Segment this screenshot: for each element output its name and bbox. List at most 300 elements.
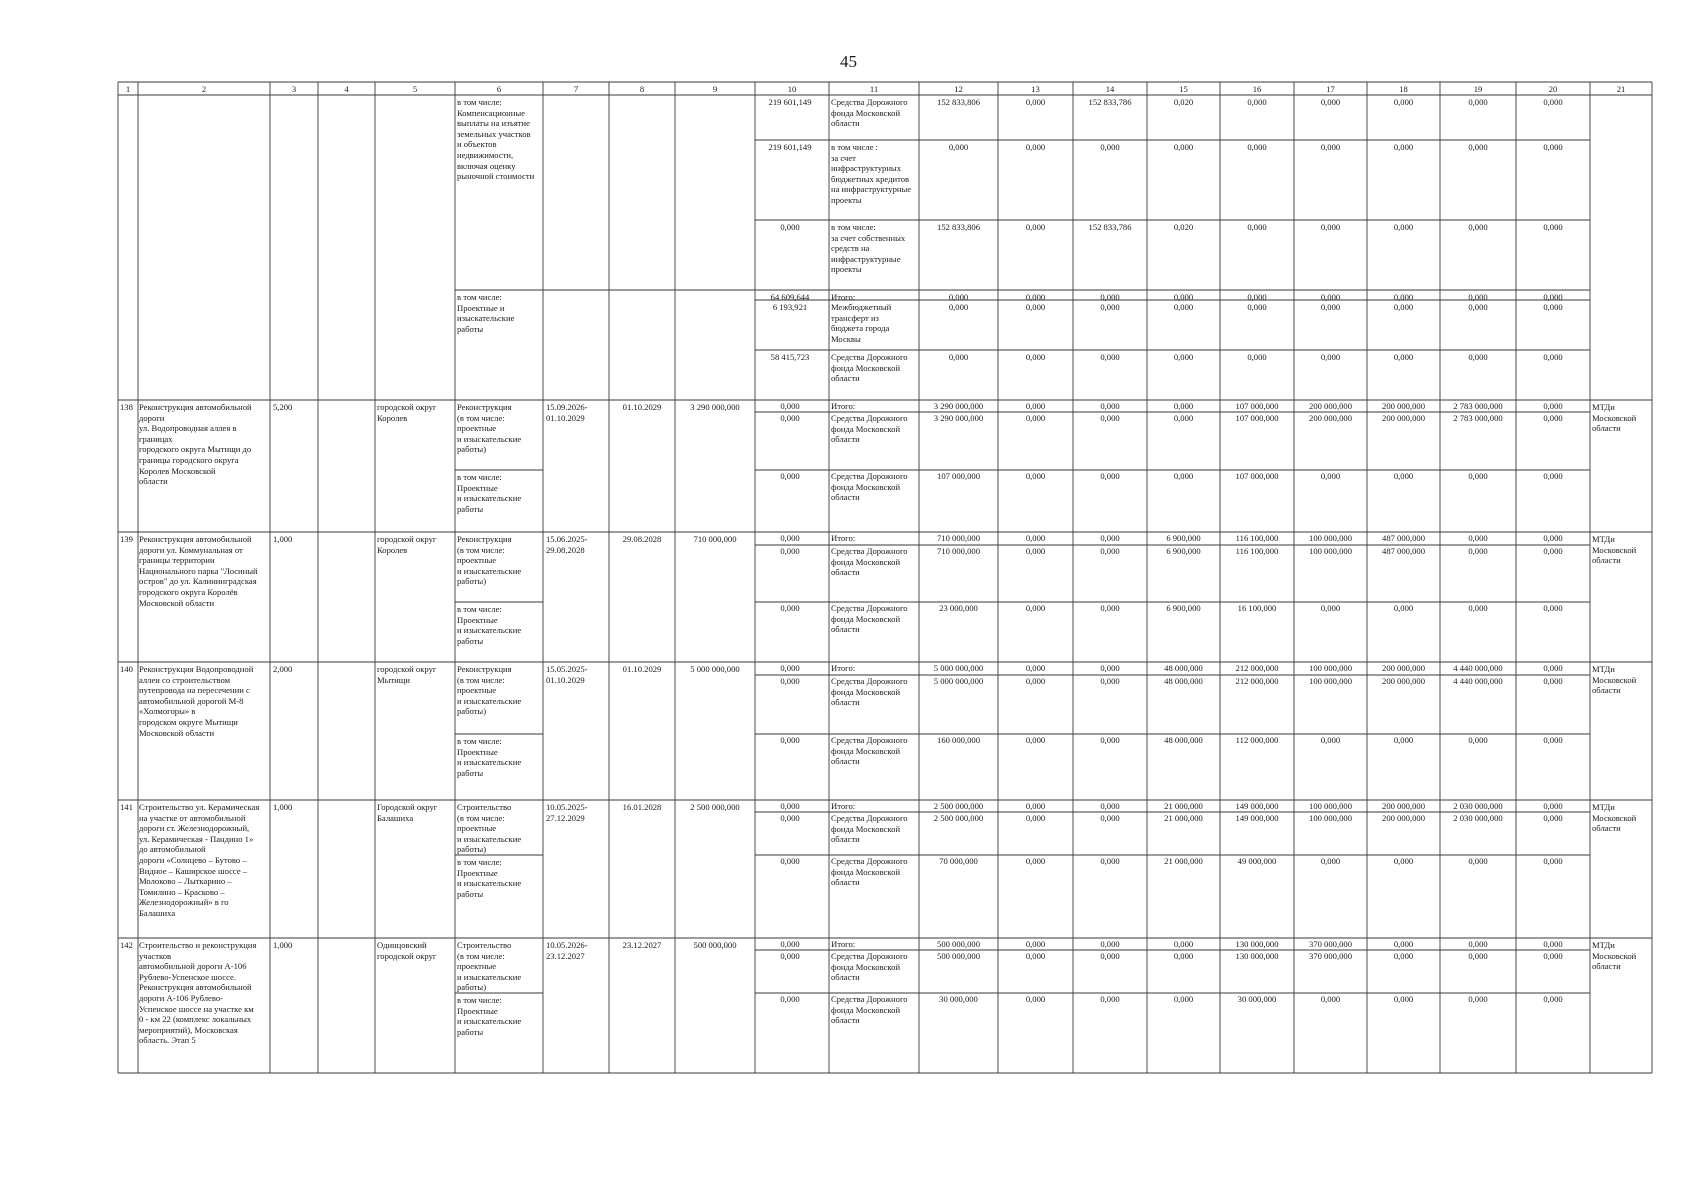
header-cell: 3 <box>291 84 297 94</box>
cell-col10: 0,000 <box>780 663 800 673</box>
header-cell: 2 <box>201 84 207 94</box>
cell-value: 107 000,000 <box>1235 401 1279 411</box>
cell-col10: 0,000 <box>780 801 800 811</box>
cell-value: 2 500 000,000 <box>933 801 984 811</box>
cell-col10: 0,000 <box>780 951 800 961</box>
cell-value: 0,000 <box>1393 471 1414 481</box>
cell-value: 0,000 <box>1393 735 1414 745</box>
cell-value: 0,000 <box>1025 994 1046 1004</box>
cell-funding-source: Средства Дорожного фонда Московской области <box>831 603 908 635</box>
cell-value: 0,000 <box>1468 352 1488 362</box>
cell-value: 0,000 <box>1543 951 1563 961</box>
cell-value: 0,000 <box>1468 302 1488 312</box>
cell-funding-source: в том числе : за счет инфраструктурных бюджетных кредитов на инфраструктурные проекты <box>831 142 912 205</box>
cell-value: 200 000,000 <box>1382 676 1425 686</box>
cell-value: 0,000 <box>1173 142 1194 152</box>
cell-funding-source: Межбюджетный трансферт из бюджета города Москвы <box>831 302 892 344</box>
object-number: 142 <box>120 940 133 950</box>
cell-value: 500 000,000 <box>937 951 980 961</box>
object-name: Реконструкция Водопроводной аллеи со строительством путепровода на пересечении с автомобильной дорогой М-8 «Холмогоры» в городском округе Мытищи Московской области <box>139 664 254 738</box>
cell-value: 0,000 <box>1543 97 1563 107</box>
cell-value: 0,000 <box>1543 533 1563 543</box>
cell-value: 0,000 <box>1393 302 1414 312</box>
cell-value: 200 000,000 <box>1309 401 1352 411</box>
header-cell: 11 <box>869 84 879 94</box>
object-design-works: в том числе: Проектные и изыскательские работы <box>457 857 522 899</box>
cell-value: 0,000 <box>1320 735 1341 745</box>
object-cost: 710 000,000 <box>693 534 737 544</box>
cell-funding-source: Средства Дорожного фонда Московской области <box>831 471 908 503</box>
object-completion-date: 01.10.2029 <box>622 664 662 674</box>
cell-value: 0,000 <box>948 292 969 302</box>
cell-value: 0,000 <box>1543 663 1563 673</box>
cell-value: 212 000,000 <box>1235 663 1279 673</box>
object-period: 10.05.2026- 23.12.2027 <box>546 940 588 961</box>
cell-value: 152 833,806 <box>937 222 980 232</box>
object-responsible: МТДи Московской области <box>1592 534 1637 566</box>
cell-col10: 64 609,644 <box>770 292 810 302</box>
cell-value: 487 000,000 <box>1382 533 1425 543</box>
cell-value: 6 900,000 <box>1166 533 1201 543</box>
cell-value: 370 000,000 <box>1309 951 1352 961</box>
page-number: 45 <box>840 52 857 71</box>
cell-value: 6 900,000 <box>1166 603 1201 613</box>
cell-col10: 0,000 <box>780 856 800 866</box>
header-cell: 7 <box>573 84 579 94</box>
cell-value: 0,000 <box>1100 292 1120 302</box>
cell-col10: 0,000 <box>780 222 800 232</box>
cell-value: 0,000 <box>1100 533 1120 543</box>
cell-funding-source: Средства Дорожного фонда Московской области <box>831 951 908 983</box>
cell-value: 0,000 <box>1468 856 1488 866</box>
object-work-type: Реконструкция (в том числе: проектные и изыскательские работы) <box>457 534 522 587</box>
cell-value: 200 000,000 <box>1382 801 1425 811</box>
cell-col10: 0,000 <box>780 813 800 823</box>
cell-value: 112 000,000 <box>1235 735 1279 745</box>
cell-value: 0,000 <box>1543 813 1563 823</box>
cell-value: 0,000 <box>1025 801 1046 811</box>
object-length: 1,000 <box>273 802 293 812</box>
header-cell: 21 <box>1616 84 1626 94</box>
object-period: 15.06.2025- 29.08.2028 <box>546 534 588 555</box>
cell-value: 152 833,786 <box>1088 222 1132 232</box>
cell-value: 0,000 <box>1468 471 1488 481</box>
cell-value: 0,000 <box>1543 994 1563 1004</box>
cell-value: 0,000 <box>1393 994 1414 1004</box>
cell-value: 100 000,000 <box>1309 801 1352 811</box>
cell-value: 48 000,000 <box>1164 676 1203 686</box>
cell-value: 0,000 <box>1320 994 1341 1004</box>
cell-value: 487 000,000 <box>1382 546 1425 556</box>
object-number: 139 <box>120 534 133 544</box>
cell-value: 0,000 <box>1173 994 1194 1004</box>
cell-value: 0,000 <box>1247 292 1267 302</box>
cell-value: 200 000,000 <box>1382 401 1425 411</box>
cell-value: 130 000,000 <box>1235 939 1279 949</box>
cell-value: 710 000,000 <box>937 533 980 543</box>
object-municipality: городской округ Королев <box>377 534 437 555</box>
cell-value: 0,000 <box>1173 939 1194 949</box>
cell-value: 0,000 <box>1173 302 1194 312</box>
cell-funding-source: Итого: <box>831 401 856 411</box>
cell-value: 0,000 <box>1100 994 1120 1004</box>
cell-value: 4 440 000,000 <box>1453 676 1503 686</box>
object-completion-date: 16.01.2028 <box>622 802 662 812</box>
cell-value: 149 000,000 <box>1235 813 1279 823</box>
cell-value: 0,000 <box>1100 352 1120 362</box>
cell-value: 212 000,000 <box>1235 676 1279 686</box>
cell-value: 0,000 <box>1247 142 1267 152</box>
object-responsible: МТДи Московской области <box>1592 940 1637 972</box>
cell-value: 100 000,000 <box>1309 533 1352 543</box>
cell-value: 0,000 <box>1025 352 1046 362</box>
cell-value: 152 833,806 <box>937 97 980 107</box>
header-cell: 1 <box>125 84 131 94</box>
header-cell: 8 <box>639 84 645 94</box>
cell-value: 0,000 <box>948 302 969 312</box>
cell-value: 100 000,000 <box>1309 546 1352 556</box>
cell-value: 0,000 <box>1320 142 1341 152</box>
cell-value: 0,000 <box>1393 142 1414 152</box>
cell-col10: 0,000 <box>780 735 800 745</box>
cell-value: 0,000 <box>1100 676 1120 686</box>
object-number: 138 <box>120 402 133 412</box>
cell-value: 21 000,000 <box>1164 801 1203 811</box>
object-design-works: в том числе: Проектные и изыскательские работы <box>457 604 522 646</box>
cell-value: 0,000 <box>1173 471 1194 481</box>
cell-value: 0,000 <box>1100 401 1120 411</box>
cell-value: 0,000 <box>1468 735 1488 745</box>
cell-value: 0,000 <box>1247 222 1267 232</box>
cell-col10: 0,000 <box>780 994 800 1004</box>
cell-col10: 0,000 <box>780 939 800 949</box>
header-cell: 13 <box>1031 84 1040 94</box>
cell-value: 100 000,000 <box>1309 663 1352 673</box>
cell-value: 0,000 <box>1320 292 1341 302</box>
object-name: Реконструкция автомобильной дороги ул. Коммунальная от границы территории Национального парка "Лосиный остров" до ул. Калининградская городского округа Королёв Московской области <box>139 534 258 608</box>
cell-value: 0,000 <box>1320 603 1341 613</box>
cell-value: 23 000,000 <box>939 603 978 613</box>
cell-col10: 219 601,149 <box>768 97 812 107</box>
object-work-type: Реконструкция (в том числе: проектные и изыскательские работы) <box>457 402 522 455</box>
object-length: 1,000 <box>273 534 293 544</box>
cell-value: 0,000 <box>1393 222 1414 232</box>
cell-value: 0,000 <box>1100 302 1120 312</box>
cell-value: 0,000 <box>1543 352 1563 362</box>
cell-value: 6 900,000 <box>1166 546 1201 556</box>
cell-value: 107 000,000 <box>937 471 980 481</box>
cell-value: 0,000 <box>1100 471 1120 481</box>
object-work-type: Строительство (в том числе: проектные и изыскательские работы) <box>457 940 522 993</box>
cell-col10: 0,000 <box>780 401 800 411</box>
cell-value: 100 000,000 <box>1309 676 1352 686</box>
cell-col10: 0,000 <box>780 533 800 543</box>
object-name: Строительство и реконструкция участков автомобильной дороги А-106 Рублево-Успенское шоссе. Реконструкция автомобильной дороги А-106 Рублево- Успенское шоссе на участке км 0 - км 22 (комплекс локальных мероприятий), Московская область. Этап 5 <box>139 940 257 1046</box>
cell-value: 0,000 <box>1025 292 1046 302</box>
cell-value: 0,000 <box>1247 352 1267 362</box>
cell-col10: 0,000 <box>780 471 800 481</box>
cell-value: 0,000 <box>1543 676 1563 686</box>
header-cell: 15 <box>1179 84 1188 94</box>
cell-funding-source: Итого: <box>831 939 856 949</box>
cell-value: 5 000 000,000 <box>933 663 984 673</box>
cell-value: 0,000 <box>1025 413 1046 423</box>
cell-value: 0,000 <box>1468 939 1488 949</box>
cell-value: 0,000 <box>1468 292 1488 302</box>
cell-value: 4 440 000,000 <box>1453 663 1503 673</box>
cell-value: 107 000,000 <box>1235 413 1279 423</box>
header-cell: 12 <box>954 84 963 94</box>
cell-value: 0,000 <box>1543 939 1563 949</box>
cell-value: 0,000 <box>1025 401 1046 411</box>
cell-value: 0,000 <box>1468 546 1488 556</box>
cell-value: 0,000 <box>1393 352 1414 362</box>
cell-value: 21 000,000 <box>1164 856 1203 866</box>
cell-value: 0,000 <box>1543 222 1563 232</box>
cell-value: 5 000 000,000 <box>933 676 984 686</box>
cell-value: 0,000 <box>1100 951 1120 961</box>
object-completion-date: 29.08.2028 <box>622 534 662 544</box>
cell-value: 0,000 <box>1025 533 1046 543</box>
cell-value: 116 100,000 <box>1235 546 1279 556</box>
cell-col10: 0,000 <box>780 676 800 686</box>
cell-value: 107 000,000 <box>1235 471 1279 481</box>
cell-value: 2 500 000,000 <box>933 813 984 823</box>
object-length: 2,000 <box>273 664 293 674</box>
cell-value: 0,000 <box>1543 735 1563 745</box>
cell-value: 130 000,000 <box>1235 951 1279 961</box>
header-cell: 6 <box>496 84 502 94</box>
object-work-type: Реконструкция (в том числе: проектные и изыскательские работы) <box>457 664 522 717</box>
object-design-works: в том числе: Проектные и изыскательские работы <box>457 472 522 514</box>
cell-funding-source: Средства Дорожного фонда Московской области <box>831 97 908 129</box>
cell-value: 0,000 <box>1025 603 1046 613</box>
cell-funding-source: Итого: <box>831 292 856 302</box>
cell-value: 0,000 <box>1173 401 1194 411</box>
cell-value: 200 000,000 <box>1382 663 1425 673</box>
header-cell: 14 <box>1105 84 1115 94</box>
cell-value: 0,000 <box>1100 735 1120 745</box>
cell-value: 16 100,000 <box>1237 603 1277 613</box>
cell-col10: 0,000 <box>780 603 800 613</box>
cell-value: 0,000 <box>1100 663 1120 673</box>
cell-value: 21 000,000 <box>1164 813 1203 823</box>
cell-col10: 58 415,723 <box>770 352 810 362</box>
cell-value: 0,000 <box>1543 856 1563 866</box>
cell-col6-continued: в том числе: Компенсационные выплаты на изъятие земельных участков и объектов недвижимости, включая оценку рыночной стоимости <box>457 97 535 182</box>
cell-value: 0,000 <box>1100 939 1120 949</box>
object-design-works: в том числе: Проектные и изыскательские работы <box>457 736 522 778</box>
cell-value: 0,000 <box>1468 142 1488 152</box>
object-municipality: городской округ Мытищи <box>377 664 437 685</box>
cell-value: 3 290 000,000 <box>933 401 984 411</box>
cell-value: 100 000,000 <box>1309 813 1352 823</box>
cell-value: 0,000 <box>1025 142 1046 152</box>
cell-value: 0,000 <box>1543 546 1563 556</box>
cell-value: 0,000 <box>1393 603 1414 613</box>
cell-value: 2 783 000,000 <box>1453 413 1503 423</box>
cell-value: 30 000,000 <box>1237 994 1277 1004</box>
object-name: Строительство ул. Керамическая на участке от автомобильной дороги ст. Железнодорожный, ул. Керамическая - Пандино 1» до автомобильной дороги «Солнцево – Бутово – Видное – Каширское шоссе – Молоково – Лыткарино – Томилино – Красково – Железнодорожный» в го Балашиха <box>139 802 260 918</box>
cell-value: 0,000 <box>1025 856 1046 866</box>
cell-funding-source: Итого: <box>831 533 856 543</box>
cell-value: 0,000 <box>1320 471 1341 481</box>
header-cell: 9 <box>712 84 718 94</box>
header-cell: 19 <box>1473 84 1483 94</box>
object-length: 1,000 <box>273 940 293 950</box>
header-cell: 18 <box>1399 84 1408 94</box>
cell-value: 30 000,000 <box>939 994 978 1004</box>
header-cell: 20 <box>1548 84 1558 94</box>
cell-value: 0,000 <box>1393 951 1414 961</box>
cell-value: 0,000 <box>1100 603 1120 613</box>
cell-funding-source: Итого: <box>831 663 856 673</box>
cell-value: 0,000 <box>1543 603 1563 613</box>
object-period: 10.05.2025- 27.12.2029 <box>546 802 588 823</box>
cell-value: 0,020 <box>1173 222 1194 232</box>
cell-value: 0,000 <box>1320 302 1341 312</box>
cell-value: 0,000 <box>1543 292 1563 302</box>
cell-funding-source: Итого: <box>831 801 856 811</box>
cell-value: 149 000,000 <box>1235 801 1279 811</box>
object-responsible: МТДи Московской области <box>1592 802 1637 834</box>
cell-value: 0,000 <box>1173 413 1194 423</box>
cell-value: 200 000,000 <box>1309 413 1352 423</box>
cell-value: 0,000 <box>1320 856 1341 866</box>
cell-value: 0,000 <box>1468 603 1488 613</box>
cell-value: 0,000 <box>1543 142 1563 152</box>
cell-value: 0,000 <box>1025 735 1046 745</box>
cell-value: 0,000 <box>1543 413 1563 423</box>
cell-funding-source: Средства Дорожного фонда Московской области <box>831 813 908 845</box>
cell-value: 500 000,000 <box>937 939 980 949</box>
cell-value: 0,000 <box>1393 939 1414 949</box>
cell-value: 0,000 <box>1543 302 1563 312</box>
cell-value: 0,000 <box>1543 401 1563 411</box>
cell-funding-source: в том числе: за счет собственных средств на инфраструктурные проекты <box>831 222 906 275</box>
cell-value: 0,000 <box>1468 533 1488 543</box>
cell-value: 116 100,000 <box>1235 533 1279 543</box>
object-cost: 5 000 000,000 <box>690 664 740 674</box>
object-cost: 500 000,000 <box>693 940 737 950</box>
cell-col6-design-works: в том числе: Проектные и изыскательские работы <box>457 292 515 334</box>
cell-value: 710 000,000 <box>937 546 980 556</box>
cell-funding-source: Средства Дорожного фонда Московской области <box>831 856 908 888</box>
cell-value: 200 000,000 <box>1382 413 1425 423</box>
header-cell: 4 <box>344 84 349 94</box>
object-municipality: Городской округ Балашиха <box>377 802 438 823</box>
object-municipality: городской округ Королев <box>377 402 437 423</box>
object-length: 5,200 <box>273 402 293 412</box>
cell-value: 0,000 <box>1025 471 1046 481</box>
header-cell: 17 <box>1326 84 1335 94</box>
cell-value: 2 030 000,000 <box>1453 801 1503 811</box>
cell-value: 0,000 <box>1025 939 1046 949</box>
cell-value: 0,000 <box>1320 352 1341 362</box>
cell-value: 0,000 <box>1247 97 1267 107</box>
cell-value: 0,000 <box>948 352 969 362</box>
cell-value: 0,000 <box>1025 222 1046 232</box>
cell-value: 0,000 <box>1173 352 1194 362</box>
header-cell: 16 <box>1252 84 1262 94</box>
cell-value: 0,000 <box>1100 801 1120 811</box>
cell-value: 152 833,786 <box>1088 97 1132 107</box>
cell-value: 0,000 <box>1543 471 1563 481</box>
cell-value: 3 290 000,000 <box>933 413 984 423</box>
cell-value: 0,020 <box>1173 97 1194 107</box>
cell-funding-source: Средства Дорожного фонда Московской области <box>831 546 908 578</box>
cell-value: 0,000 <box>1173 951 1194 961</box>
object-work-type: Строительство (в том числе: проектные и изыскательские работы) <box>457 802 522 855</box>
cell-value: 0,000 <box>1468 951 1488 961</box>
header-cell: 5 <box>412 84 418 94</box>
cell-value: 0,000 <box>1025 676 1046 686</box>
cell-value: 0,000 <box>1247 302 1267 312</box>
object-design-works: в том числе: Проектные и изыскательские работы <box>457 995 522 1037</box>
cell-value: 160 000,000 <box>937 735 980 745</box>
cell-value: 0,000 <box>1025 663 1046 673</box>
cell-value: 0,000 <box>1543 801 1563 811</box>
cell-funding-source: Средства Дорожного фонда Московской области <box>831 352 908 384</box>
cell-value: 0,000 <box>1025 546 1046 556</box>
cell-value: 200 000,000 <box>1382 813 1425 823</box>
cell-value: 70 000,000 <box>939 856 978 866</box>
cell-value: 0,000 <box>1025 302 1046 312</box>
cell-funding-source: Средства Дорожного фонда Московской области <box>831 994 908 1026</box>
cell-value: 0,000 <box>1320 222 1341 232</box>
cell-col10: 0,000 <box>780 546 800 556</box>
cell-value: 370 000,000 <box>1309 939 1352 949</box>
cell-value: 0,000 <box>1025 951 1046 961</box>
cell-value: 48 000,000 <box>1164 663 1203 673</box>
object-cost: 3 290 000,000 <box>690 402 740 412</box>
object-number: 140 <box>120 664 133 674</box>
cell-funding-source: Средства Дорожного фонда Московской области <box>831 413 908 445</box>
cell-value: 0,000 <box>1100 856 1120 866</box>
cell-value: 2 783 000,000 <box>1453 401 1503 411</box>
cell-col10: 219 601,149 <box>768 142 812 152</box>
cell-value: 0,000 <box>1100 142 1120 152</box>
object-name: Реконструкция автомобильной дороги ул. Водопроводная аллея в границах городского округа Мытищи до границы городского округа Королев Московской области <box>139 402 252 487</box>
cell-value: 0,000 <box>1320 97 1341 107</box>
cell-value: 49 000,000 <box>1237 856 1277 866</box>
cell-value: 0,000 <box>948 142 969 152</box>
cell-value: 0,000 <box>1468 97 1488 107</box>
cell-funding-source: Средства Дорожного фонда Московской области <box>831 676 908 708</box>
cell-col10: 6 193,921 <box>772 302 808 312</box>
object-responsible: МТДи Московской области <box>1592 664 1637 696</box>
cell-value: 0,000 <box>1100 813 1120 823</box>
cell-value: 0,000 <box>1025 97 1046 107</box>
object-municipality: Одинцовский городской округ <box>377 940 437 961</box>
object-period: 15.09.2026- 01.10.2029 <box>546 402 588 423</box>
cell-value: 0,000 <box>1100 413 1120 423</box>
cell-value: 0,000 <box>1468 994 1488 1004</box>
cell-value: 0,000 <box>1025 813 1046 823</box>
cell-value: 0,000 <box>1173 292 1194 302</box>
cell-value: 48 000,000 <box>1164 735 1203 745</box>
cell-value: 0,000 <box>1393 97 1414 107</box>
cell-value: 0,000 <box>1468 222 1488 232</box>
object-number: 141 <box>120 802 133 812</box>
cell-value: 2 030 000,000 <box>1453 813 1503 823</box>
object-completion-date: 23.12.2027 <box>622 940 662 950</box>
object-period: 15.05.2025- 01.10.2029 <box>546 664 588 685</box>
cell-funding-source: Средства Дорожного фонда Московской области <box>831 735 908 767</box>
object-cost: 2 500 000,000 <box>690 802 740 812</box>
cell-col10: 0,000 <box>780 413 800 423</box>
cell-value: 0,000 <box>1393 292 1414 302</box>
